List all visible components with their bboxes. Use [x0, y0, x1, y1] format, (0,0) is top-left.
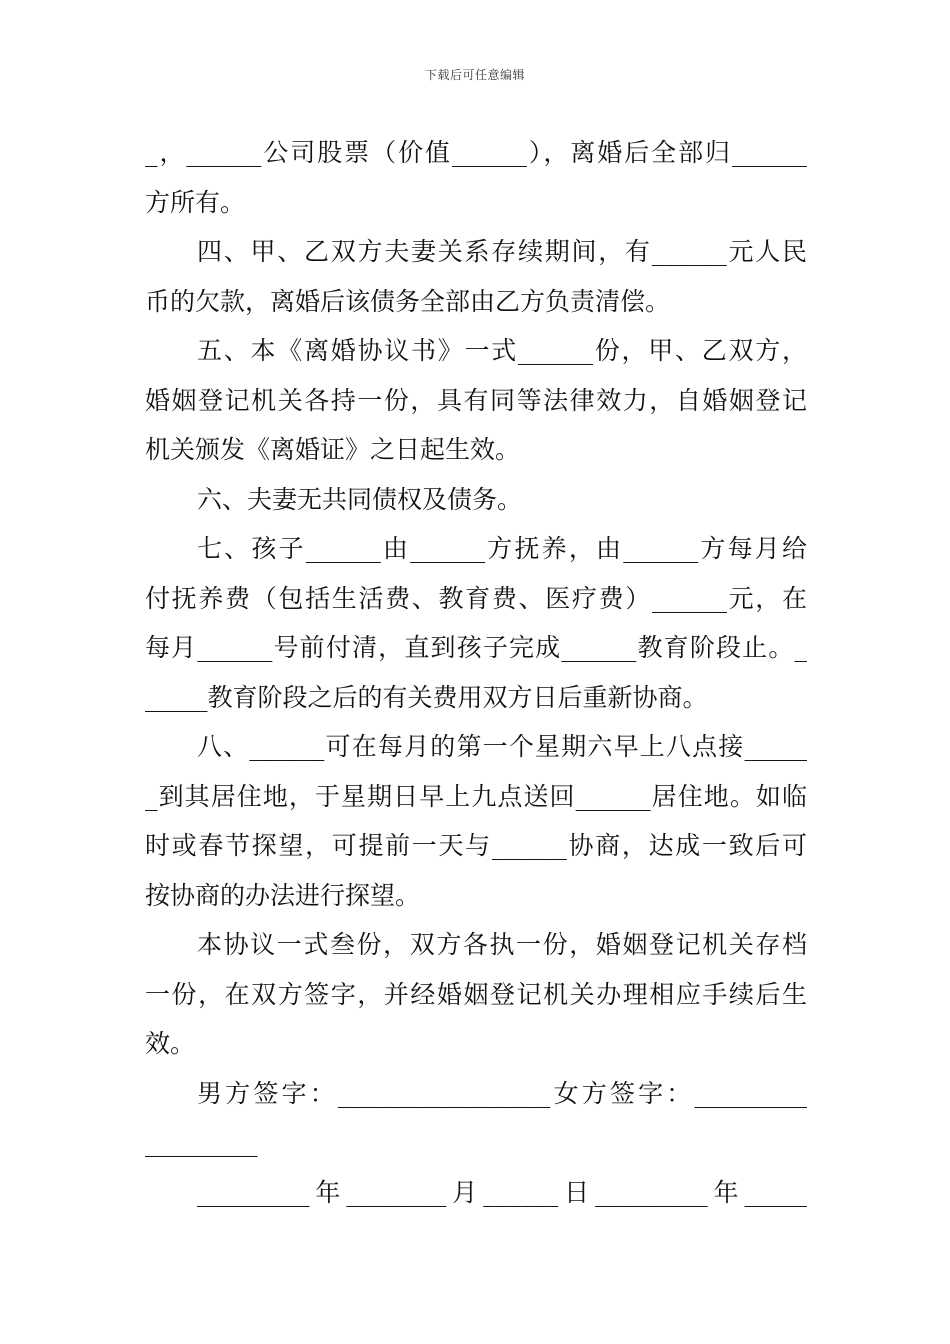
text-line: 一份，在双方签字，并经婚姻登记机关办理相应手续后生 [145, 979, 807, 1009]
text-line: _到其居住地，于星期日早上九点送回______居住地。如临 [145, 781, 807, 811]
text-line: _____教育阶段之后的有关费用双方日后重新协商。 [145, 682, 708, 712]
document-body [145, 128, 807, 1217]
text-line: 本协议一式叁份，双方各执一份，婚姻登记机关存档 [197, 930, 807, 959]
text-line: 六、夫妻无共同债权及债务。 [197, 484, 523, 514]
text-line: 八、______可在每月的第一个星期六早上八点接_____ [197, 732, 807, 761]
signature-line: 男方签字：_________________女方签字：_________ [197, 1078, 807, 1108]
page-header: 下载后可任意编辑 [424, 68, 525, 82]
text-line: 币的欠款，离婚后该债务全部由乙方负责清偿。 [145, 286, 671, 316]
text-line: 按协商的办法进行探望。 [145, 880, 421, 910]
text-line: 婚姻登记机关各持一份，具有同等法律效力，自婚姻登记 [145, 385, 807, 415]
date-line: _________年________月______日_________年_____ [197, 1177, 807, 1207]
text-line: 效。 [145, 1029, 196, 1058]
text-line: 方所有。 [145, 187, 246, 217]
text-line: 每月______号前付清，直到孩子完成______教育阶段止。_ [145, 633, 807, 662]
text-line: 机关颁发《离婚证》之日起生效。 [145, 435, 521, 464]
signature-line: _________ [145, 1128, 258, 1157]
text-line: 五、本《离婚协议书》一式______份，甲、乙双方， [197, 336, 807, 365]
text-line: 付抚养费（包括生活费、教育费、医疗费）______元，在 [145, 583, 807, 613]
text-line: _，______公司股票（价值______），离婚后全部归______ [145, 138, 807, 167]
text-line: 时或春节探望，可提前一天与______协商，达成一致后可 [145, 831, 807, 860]
text-line: 七、孩子______由______方抚养，由______方每月给 [197, 534, 807, 563]
text-line: 四、甲、乙双方夫妻关系存续期间，有______元人民 [197, 237, 807, 266]
